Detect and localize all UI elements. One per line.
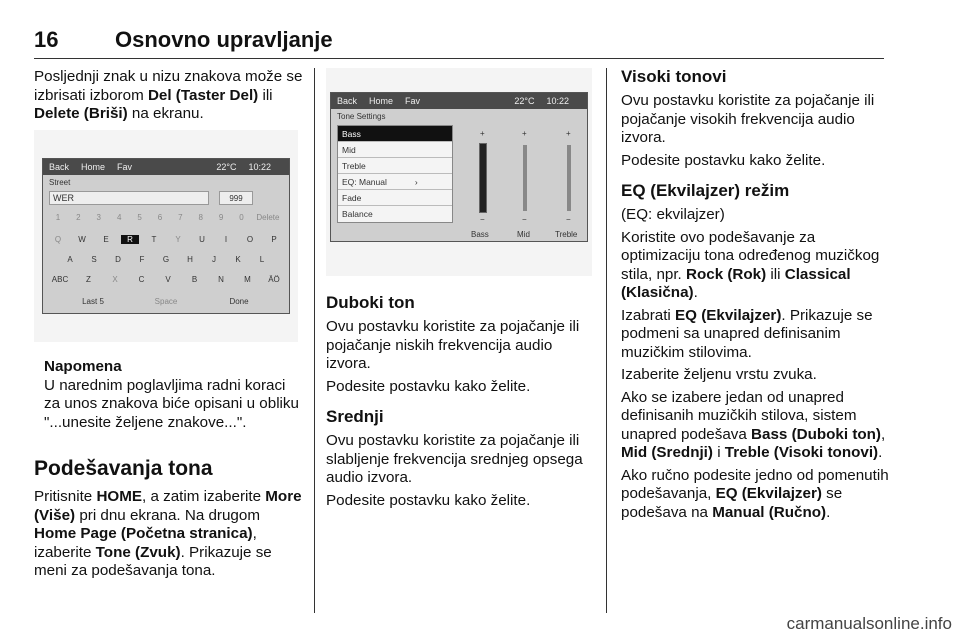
- minus-icon: −: [480, 215, 485, 224]
- note-heading: Napomena: [44, 358, 122, 375]
- tone-paragraph: Pritisnite HOME, a zatim izaberite More (Više) pri dnu ekrana. Na drugom Home Page (Početna stranica), izaberite Tone (Zvuk). Prikazuje se meni za podešavanja tona.: [34, 488, 302, 579]
- column-divider: [606, 68, 607, 613]
- choose-text: Izaberite željenu vrstu zvuka.: [621, 366, 817, 383]
- page-title: Osnovno upravljanje: [115, 27, 333, 52]
- keyboard-row-bottom: [73, 297, 259, 306]
- tone-settings-section: [34, 448, 306, 585]
- nav-fav[interactable]: Fav: [405, 96, 421, 106]
- keyboard-row-2: A S D F G H J K L: [67, 255, 265, 264]
- slider-label-mid: Mid: [517, 230, 530, 239]
- eq-select-paragraph: Izabrati EQ (Ekvilajzer). Prikazuje se podmeni sa unapred definisanim muzičkim stilovima.: [621, 306, 873, 361]
- header-rule: [34, 58, 884, 59]
- slider-label-treble: Treble: [555, 230, 578, 239]
- plus-icon: +: [522, 129, 527, 138]
- screen-nav-bar: [43, 159, 289, 175]
- keyboard-row-1: Q W E R T Y U I O P: [54, 235, 277, 244]
- tone-item-balance[interactable]: Balance: [342, 209, 373, 219]
- clock: 10:22: [546, 96, 569, 106]
- last5-key[interactable]: Last 5: [82, 297, 104, 306]
- nav-home[interactable]: Home: [81, 162, 106, 172]
- section-heading: Podešavanja tona: [34, 457, 213, 480]
- mid-slider[interactable]: [523, 145, 527, 211]
- tone-screen: [330, 92, 588, 242]
- screen-label: Street: [49, 178, 71, 187]
- bass-setting: Podesite postavku kako želite.: [326, 377, 531, 395]
- screen-label: Tone Settings: [337, 112, 386, 121]
- eq-subtitle: (EQ: ekvilajzer): [621, 206, 725, 223]
- nav-home[interactable]: Home: [369, 96, 394, 106]
- screen-nav-bar: [331, 93, 587, 109]
- temperature: 22°C: [514, 96, 535, 106]
- keyboard-screen: [42, 158, 290, 314]
- intro-paragraph: Posljednji znak u nizu znakova može se izbrisati izborom Del (Taster Del) ili Delete (Briši) na ekranu.: [34, 68, 303, 122]
- tone-item-eq[interactable]: EQ: Manual ›: [338, 174, 452, 190]
- tone-screen-photo: [326, 68, 592, 276]
- keyboard-row-3: ABC Z X C V B N M ÄÖ: [51, 275, 280, 284]
- tone-item-treble[interactable]: Treble: [338, 158, 452, 174]
- mid-heading: Srednji: [326, 407, 384, 426]
- bass-text: Ovu postavku koristite za pojačanje ili pojačanje niskih frekvencija audio izvora.: [326, 318, 580, 372]
- eq-paragraph: Koristite ovo podešavanje za optimizaciju tona određenog muzičkog stila, npr. Rock (Rok) ili Classical (Klasična).: [621, 228, 880, 301]
- treble-setting: Podesite postavku kako želite.: [621, 151, 826, 169]
- slider-label-bass: Bass: [471, 230, 489, 239]
- space-key[interactable]: Space: [154, 297, 178, 306]
- plus-icon: +: [480, 129, 485, 138]
- temperature: 22°C: [216, 162, 237, 172]
- delete-key[interactable]: Delete: [256, 213, 280, 222]
- watermark: carmanualsonline.info: [786, 614, 952, 633]
- tone-item-fade[interactable]: Fade: [338, 190, 452, 206]
- column-1: [34, 68, 304, 128]
- note-text: U narednim poglavljima radni koraci za unos znakova biće opisani u obliku "...unesite željene znakove...".: [44, 376, 299, 431]
- minus-icon: −: [566, 215, 571, 224]
- nav-back[interactable]: Back: [337, 96, 358, 106]
- chevron-right-icon: ›: [414, 177, 418, 187]
- done-key[interactable]: Done: [229, 297, 249, 306]
- mid-setting: Podesite postavku kako želite.: [326, 491, 531, 509]
- note-block: [44, 358, 302, 436]
- text-input[interactable]: WER: [49, 191, 209, 205]
- column-divider: [314, 68, 315, 613]
- page-number: 16: [34, 27, 59, 52]
- bass-slider[interactable]: [479, 143, 487, 213]
- column-2-text: [326, 292, 598, 514]
- keyboard-row-numbers: 1 2 3 4 5 6 7 8 9 0 Delete: [49, 213, 283, 222]
- tone-item-mid[interactable]: Mid: [338, 142, 452, 158]
- column-3: [621, 66, 889, 526]
- mid-text: Ovu postavku koristite za pojačanje ili slabljenje frekvencija srednjeg opsega audio izvora.: [326, 432, 583, 486]
- nav-fav[interactable]: Fav: [117, 162, 133, 172]
- tone-item-bass[interactable]: Bass: [338, 126, 452, 142]
- count-field: 999: [219, 191, 253, 205]
- clock: 10:22: [248, 162, 271, 172]
- treble-slider[interactable]: [567, 145, 571, 211]
- treble-heading: Visoki tonovi: [621, 67, 727, 86]
- minus-icon: −: [522, 215, 527, 224]
- nav-back[interactable]: Back: [49, 162, 70, 172]
- manual-paragraph: Ako ručno podesite jedno od pomenutih podešavanja, EQ (Ekvilajzer) se podešava na Manual (Ručno).: [621, 466, 889, 521]
- keyboard-screen-photo: [34, 130, 298, 342]
- plus-icon: +: [566, 129, 571, 138]
- bass-heading: Duboki ton: [326, 293, 415, 312]
- tone-menu-list: [337, 125, 453, 223]
- eq-heading: EQ (Ekvilajzer) režim: [621, 181, 790, 200]
- preset-paragraph: Ako se izabere jedan od unapred definisanih muzičkih stilova, sistem unapred podešava Bass (Duboki ton), Mid (Srednji) i Treble (Visoki tonovi).: [621, 388, 886, 461]
- treble-text: Ovu postavku koristite za pojačanje ili pojačanje visokih frekvencija audio izvora.: [621, 92, 875, 146]
